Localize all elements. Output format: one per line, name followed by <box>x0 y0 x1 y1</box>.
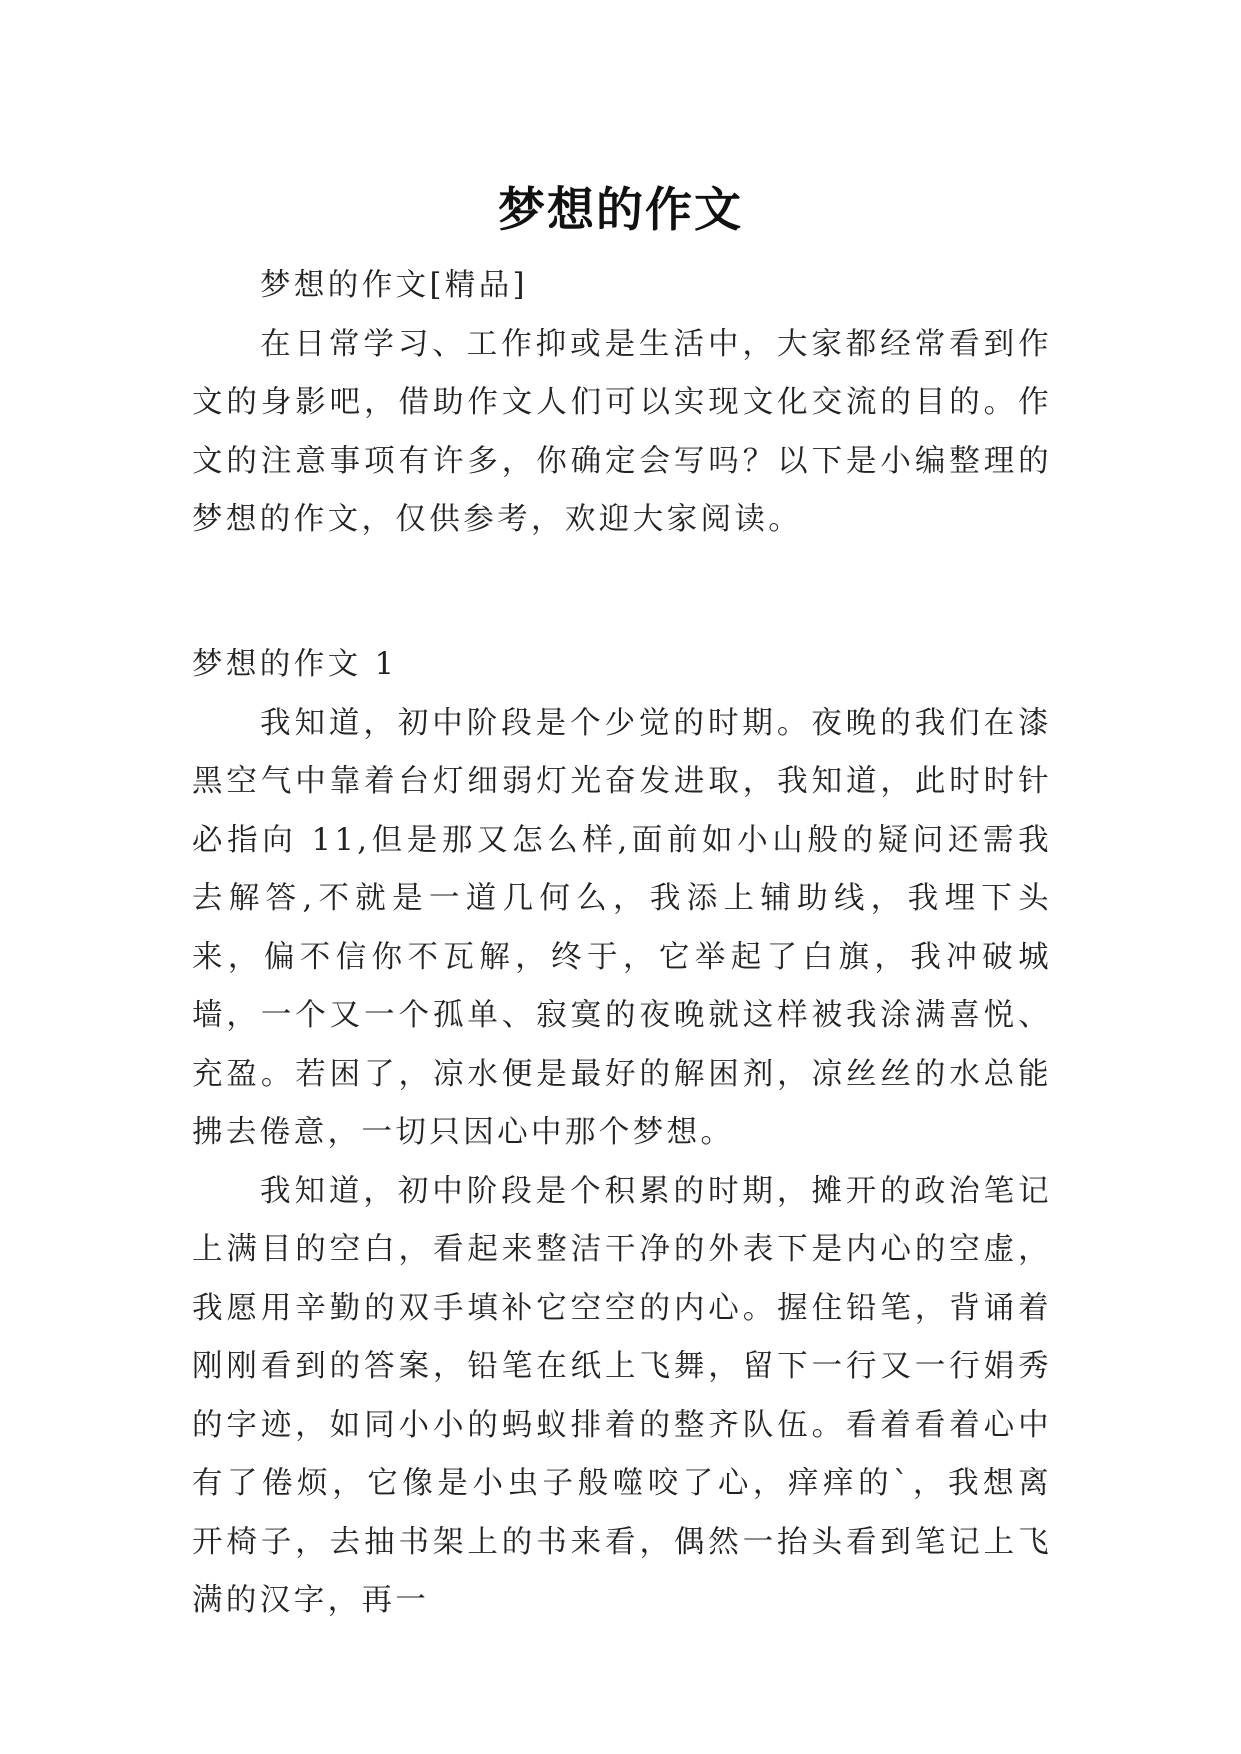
document-title: 梦想的作文 <box>498 183 743 239</box>
document-subtitle: 梦想的作文[精品] <box>260 268 528 303</box>
essay-paragraph: 我知道，初中阶段是个少觉的时期。夜晚的我们在漆黑空气中靠着台灯细弱灯光奋发进取，我知道，此时时针必指向 11,但是那又怎么样,面前如小山般的疑问还需我去解答,不就是一道几何么，我添上辅助线，我埋下头来，偏不信你不瓦解，终于，它举起了白旗，我冲破城墙，一个又一个孤单、寂寞的夜晚就这样被我涂满喜悦、充盈。若困了，凉水便是最好的解困剂，凉丝丝的水总能拂去倦意，一切只因心中那个梦想。 <box>192 705 1052 1150</box>
essay-section-1 <box>192 636 1052 1631</box>
section-heading: 梦想的作文 1 <box>192 647 398 682</box>
intro-paragraph: 在日常学习、工作抑或是生活中，大家都经常看到作文的身影吧，借助作文人们可以实现文化交流的目的。作文的注意事项有许多，你确定会写吗？以下是小编整理的梦想的作文，仅供参考，欢迎大家阅读。 <box>192 326 1052 537</box>
intro-section <box>192 257 1052 550</box>
essay-paragraph: 我知道，初中阶段是个积累的时期，摊开的政治笔记上满目的空白，看起来整洁干净的外表下是内心的空虚，我愿用辛勤的双手填补它空空的内心。握住铅笔，背诵着刚刚看到的答案，铅笔在纸上飞舞，留下一行又一行娟秀的字迹，如同小小的蚂蚁排着的整齐队伍。看着看着心中有了倦烦，它像是小虫子般噬咬了心，痒痒的`，我想离开椅子，去抽书架上的书来看，偶然一抬头看到笔记上飞满的汉字，再一 <box>192 1173 1052 1618</box>
